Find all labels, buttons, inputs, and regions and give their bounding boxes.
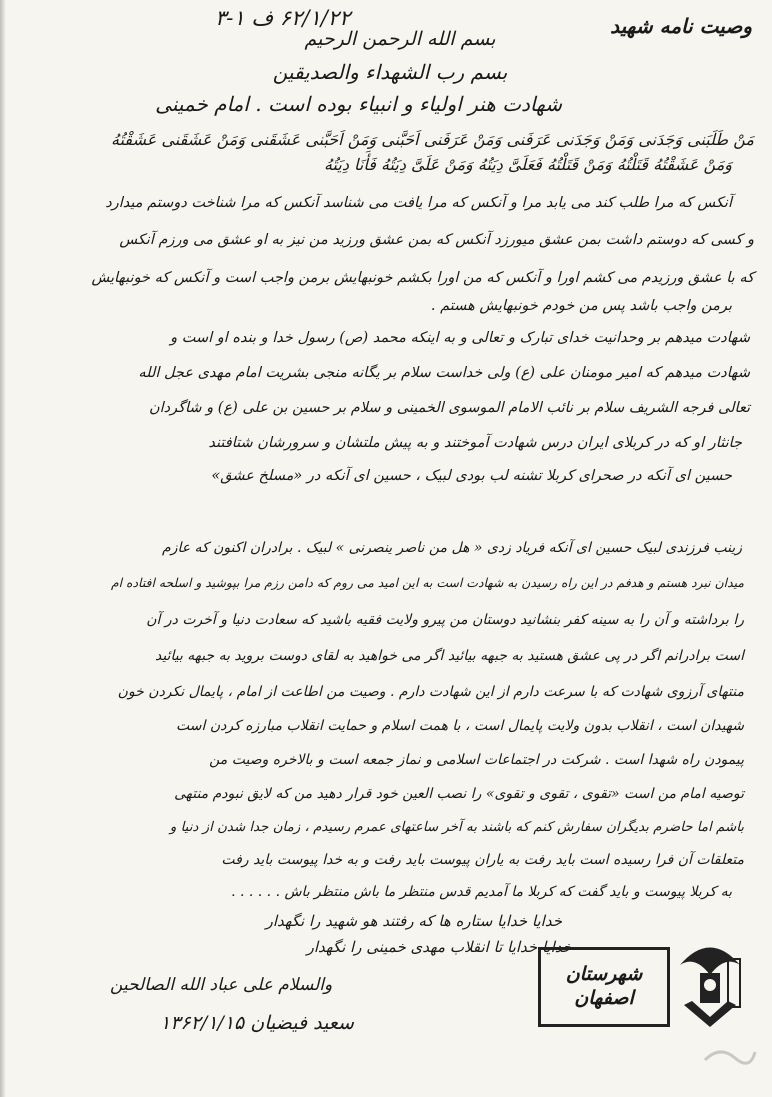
closing-line-2: خدایا خدایا تا انقلاب مهدی خمینی را نگهدار bbox=[306, 938, 572, 956]
paragraph2-line: جانثار او که در کربلای ایران درس شهادت آموختند و به پیش ملتشان و سرورشان شتافتند bbox=[208, 435, 742, 451]
paragraph1-line: آنکس که مرا طلب کند می یابد مرا و آنکس که مرا یافت می شناسد آنکس که مرا شناخت دوستم میدارد bbox=[105, 195, 732, 211]
paragraph3-line: را برداشته و آن را به سینه کفر بنشانید دوستان من پیرو ولایت فقیه باشید که سعادت دنیا و آخرت در آن bbox=[146, 612, 744, 628]
paragraph3-line: شهیدان است ، انقلاب بدون ولایت پایمال است ، با همت اسلام و حمایت انقلاب مبارزه کردن است bbox=[176, 718, 744, 734]
reference-number: ۶۲/۱/۲۲ ف ۱-۳ bbox=[215, 6, 351, 30]
paragraph3-line: پیمودن راه شهدا است . شرکت در اجتماعات اسلامی و نماز جمعه است و بالاخره وصیت من bbox=[209, 752, 744, 768]
quote-header: شهادت هنر اولیاء و انبیاء بوده است . امام خمینی bbox=[155, 92, 562, 116]
bismillah: بسم الله الرحمن الرحیم bbox=[304, 28, 496, 50]
office-stamp bbox=[530, 935, 750, 1031]
paragraph2-line: شهادت میدهم بر وحدانیت خدای تبارک و تعالی و به اینکه محمد (ص) رسول خدا و بنده او است و bbox=[170, 330, 750, 346]
paragraph1-line: که با عشق ورزیدم می کشم اورا و آنکس که من اورا بکشم خونبهایش برمن واجب است و آنکس که خونبهایش bbox=[91, 270, 754, 286]
paragraph3-line: است برادرانم اگر در پی عشق هستید به جبهه بیائید اگر می خواهید به لقای دوست بروید به جبهه بیائید bbox=[154, 648, 744, 664]
paragraph2-line: تعالی فرجه الشریف سلام بر نائب الامام الموسوی الخمینی و سلام بر حسین بن علی (ع) و شاگردان bbox=[148, 400, 750, 416]
stamp-line: شهرستان bbox=[565, 963, 643, 986]
margin-mark bbox=[700, 1040, 760, 1070]
paragraph3-line: متعلقات آن فرا رسیده است باید رفت به یاران پیوست باید رفت و به خدا پیوست باید رفت bbox=[221, 852, 744, 868]
document-title: وصیت نامه شهید bbox=[610, 14, 752, 38]
signature-and-date: سعید فیضیان ۱۳۶۲/۱/۱۵ bbox=[160, 1012, 354, 1034]
paragraph3-line: زینب فرزندی لبیک حسین ای آنکه فریاد زدی « هل من ناصر ینصرنی » لبیک . برادران اکنون که عازم bbox=[162, 540, 742, 556]
paragraph3-line: به کربلا پیوست و باید گفت که کربلا ما آمدیم قدس منتظر ما باش منتظر باش . . . . . . bbox=[231, 884, 732, 900]
salutation: والسلام علی عباد الله الصالحین bbox=[110, 975, 333, 995]
paragraph1-line: و کسی که دوستم داشت بمن عشق میورزد آنکس که بمن عشق ورزید من نیز به او عشق می ورزم آنکس bbox=[119, 232, 754, 248]
stamp-box bbox=[538, 947, 670, 1027]
hadith-line-1: مَنْ طَلَبَنی وَجَدَنی وَمَنْ وَجَدَنی عَرَفَنی وَمَنْ عَرَفَنی اَحَبَّنی وَمَنْ اَحَبَّنی عَشَقَنی وَمَنْ عَشَقَنی عَشَقْتُهُ bbox=[111, 130, 754, 149]
paragraph2-line: حسین ای آنکه در صحرای کربلا تشنه لب بودی لبیک ، حسین ای آنکه در «مسلخ عشق» bbox=[211, 468, 732, 484]
paragraph3-line: منتهای آرزوی شهادت که با سرعت دارم از این شهادت دارم . وصیت من اطاعت از امام ، پایمال نکردن خون bbox=[117, 684, 744, 700]
subtitle: بسم رب الشهداء والصدیقین bbox=[272, 60, 508, 84]
paragraph1-line: برمن واجب باشد پس من خودم خونبهایش هستم . bbox=[430, 298, 732, 314]
closing-line-1: خدایا خدایا ستاره ها که رفتند هو شهید را نگهدار bbox=[265, 912, 562, 930]
paragraph3-line: میدان نبرد هستم و هدفم در این راه رسیدن به شهادت است به این امید می روم که دامن رزم مرا بپوشید و اسلحه افتاده ام bbox=[110, 575, 744, 590]
stamp-line: اصفهان bbox=[574, 987, 634, 1009]
paragraph2-line: شهادت میدهم که امیر مومنان علی (ع) ولی خداست سلام بر یگانه منجی بشریت امام مهدی عجل الله bbox=[138, 365, 750, 381]
paragraph3-line: توصیه امام من است «تقوی ، تقوی و تقوی» را نصب العین خود قرار دهید من که لایق نبودم منتهی bbox=[174, 786, 744, 802]
hadith-line-2: وَمَنْ عَشَقْتُهُ قَتَلْتُهُ وَمَنْ قَتَلْتُهُ فَعَلَیَّ دِیَتُهُ وَمَنْ عَلَیَّ دِیَتُهُ فَأَنَا دِیَتُهُ bbox=[323, 155, 732, 174]
scan-shadow-edge bbox=[0, 0, 6, 1097]
paragraph3-line: باشم اما حاضرم بدیگران سفارش کنم که باشند به آخر ساعتهای عمرم رسیدم ، زمان جدا شدن از دنیا و bbox=[169, 820, 744, 835]
emblem-icon bbox=[670, 935, 750, 1031]
